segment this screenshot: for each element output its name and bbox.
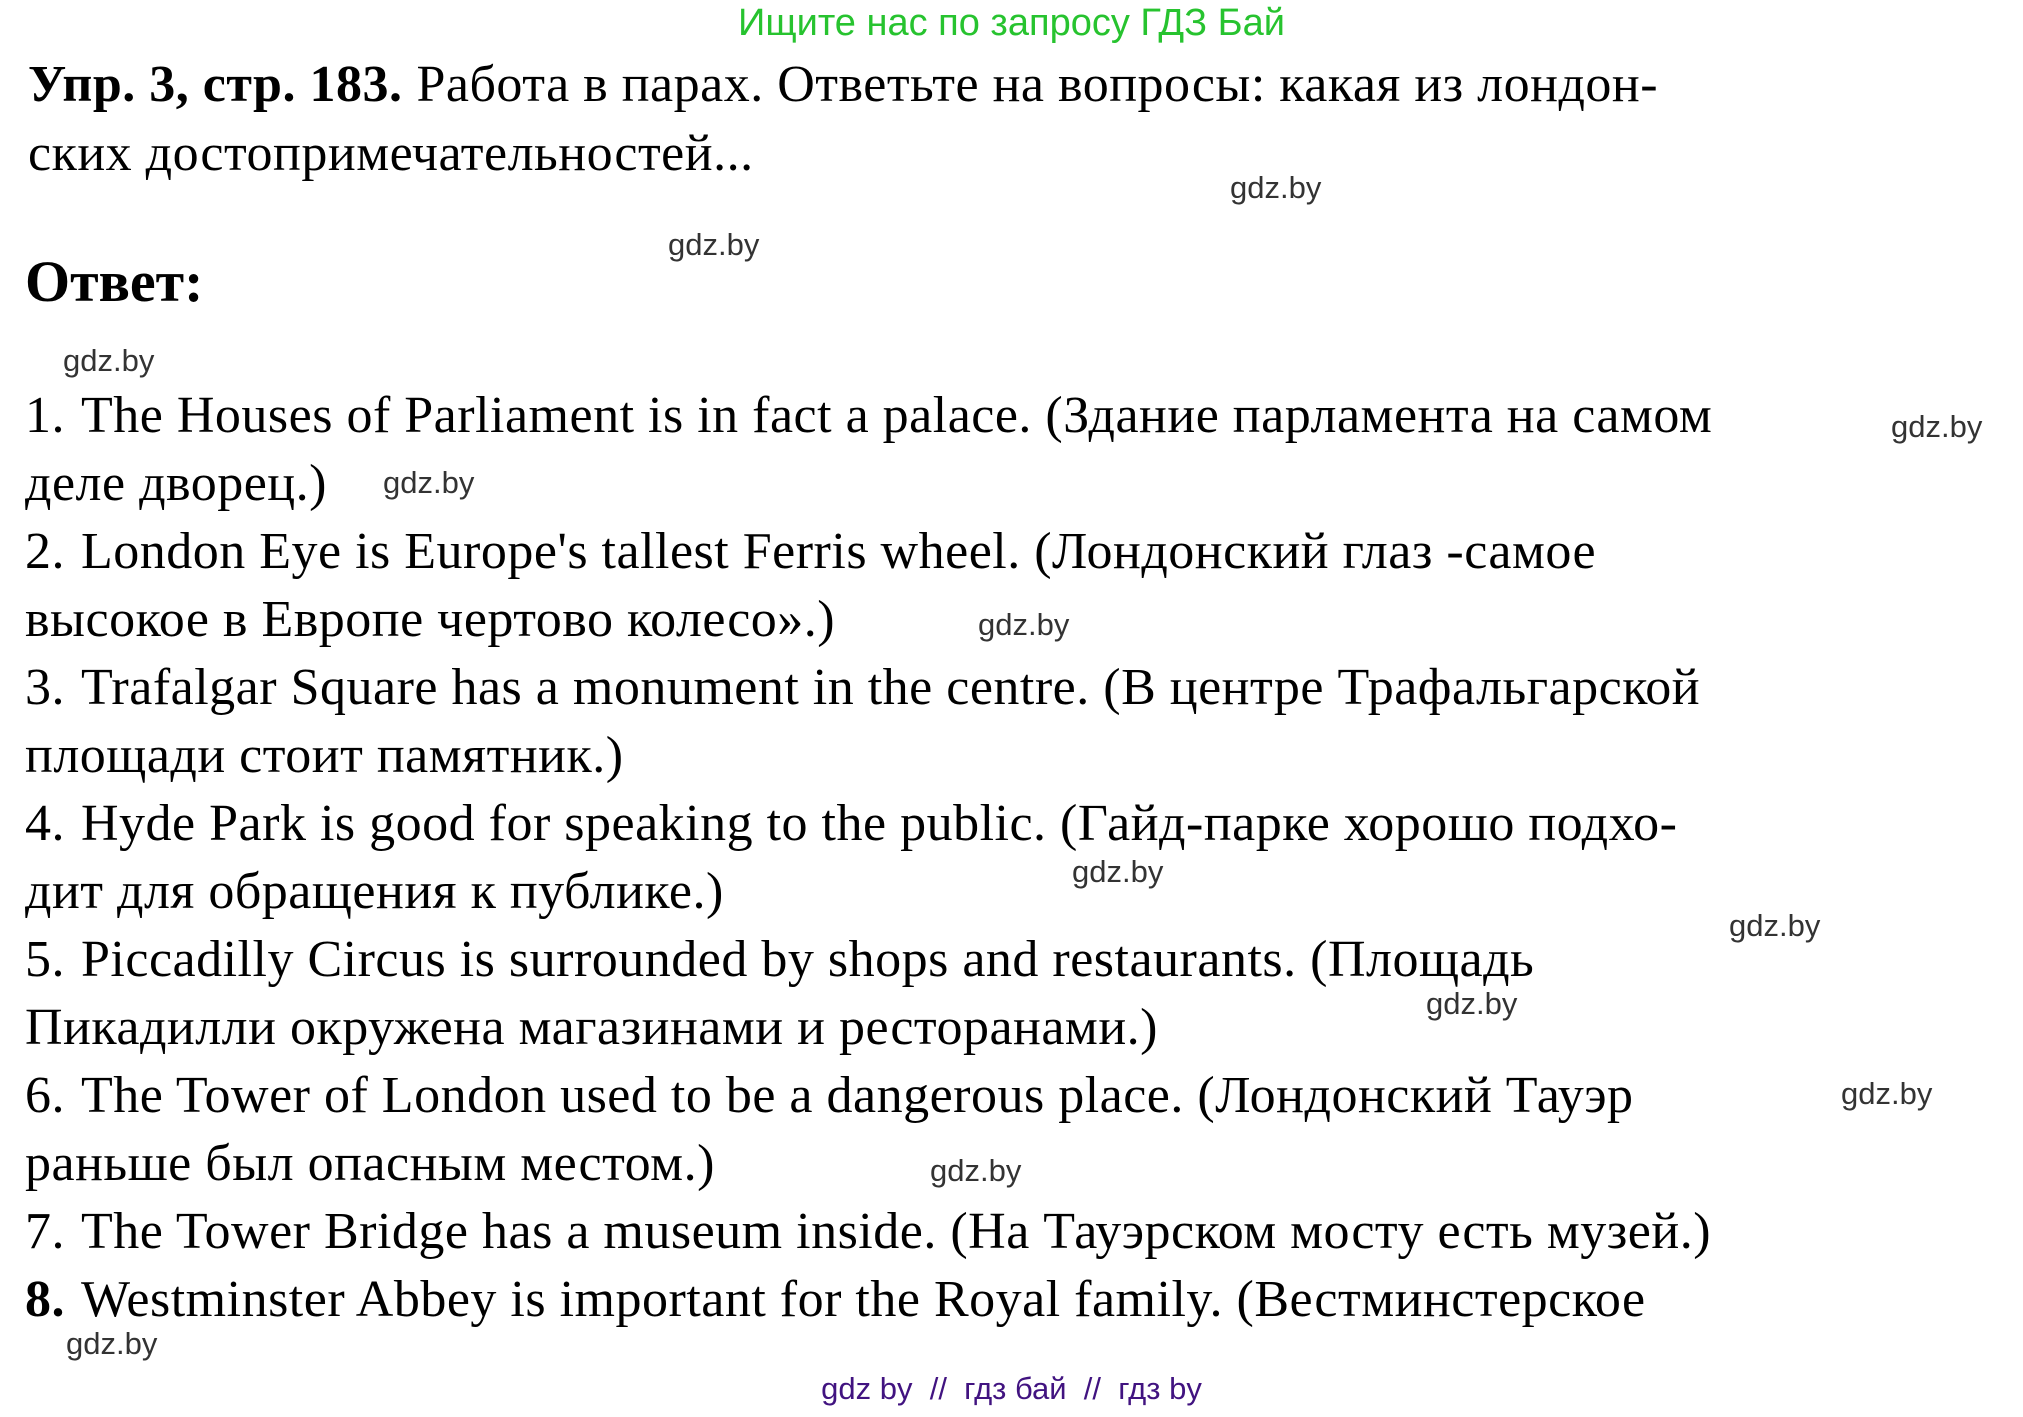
watermark-gdz: gdz.by [1729, 908, 1821, 943]
answer-item [25, 382, 1712, 518]
answer-line [25, 1266, 1712, 1334]
answer-number: 5. [25, 931, 65, 988]
answer-line: площади стоит памятник.) [25, 727, 624, 784]
answer-number: 1. [25, 387, 65, 444]
promo-banner: Ищите нас по запросу ГДЗ Бай [738, 2, 1285, 44]
task-statement [28, 50, 1658, 188]
task-line-2: ских достопримечательностей... [28, 125, 754, 182]
answer-text: Trafalgar Square has a monument in the centre. (В центре Трафальгарской [81, 659, 1701, 716]
answer-text: Westminster Abbey is important for the Royal family. (Вестминстерское [81, 1271, 1646, 1328]
answer-line [25, 518, 1712, 586]
exercise-reference: Упр. 3, стр. 183. [28, 56, 403, 113]
answer-text: London Eye is Europe's tallest Ferris wheel. (Лондонский глаз -самое [81, 523, 1597, 580]
answer-number: 4. [25, 795, 65, 852]
answer-line [25, 790, 1712, 858]
answer-line: раньше был опасным местом.) [25, 1135, 715, 1192]
answer-item [25, 654, 1712, 790]
watermark-gdz: gdz.by [66, 1326, 158, 1361]
answer-number: 2. [25, 523, 65, 580]
answers-list [25, 382, 1712, 1334]
answer-line [25, 654, 1712, 722]
answer-line: высокое в Европе чертово колесо».) [25, 591, 836, 648]
watermark-gdz: gdz.by [1891, 409, 1983, 444]
watermark-gdz: gdz.by [1426, 986, 1518, 1021]
answer-text: Hyde Park is good for speaking to the public. (Гайд-парке хорошо подхо- [81, 795, 1678, 852]
answer-line: деле дворец.) [25, 455, 327, 512]
watermark-gdz: gdz.by [383, 465, 475, 500]
answer-line [25, 926, 1712, 994]
watermark-gdz: gdz.by [1072, 854, 1164, 889]
answer-item [25, 1198, 1712, 1266]
answer-number: 8. [25, 1271, 65, 1328]
answer-text: The Tower of London used to be a dangerous place. (Лондонский Тауэр [81, 1067, 1634, 1124]
answer-item [25, 1266, 1712, 1334]
answer-number: 3. [25, 659, 65, 716]
answer-item [25, 518, 1712, 654]
task-line-1 [28, 50, 1658, 119]
answer-item [25, 1062, 1712, 1198]
watermark-gdz: gdz.by [1841, 1076, 1933, 1111]
answer-line [25, 1198, 1712, 1266]
answer-number: 6. [25, 1067, 65, 1124]
watermark-gdz: gdz.by [978, 607, 1070, 642]
watermark-gdz: gdz.by [1230, 170, 1322, 205]
watermark-gdz: gdz.by [63, 343, 155, 378]
answer-text: Piccadilly Circus is surrounded by shops and restaurants. (Площадь [81, 931, 1535, 988]
watermark-gdz: gdz.by [930, 1153, 1022, 1188]
footer-keywords: gdz by // гдз бай // гдз by [821, 1371, 1202, 1406]
answer-line: дит для обращения к публике.) [25, 863, 724, 920]
watermark-gdz: gdz.by [668, 227, 760, 262]
answer-text: The Tower Bridge has a museum inside. (На Тауэрском мосту есть музей.) [81, 1203, 1712, 1260]
answer-number: 7. [25, 1203, 65, 1260]
task-text: Работа в парах. Ответьте на вопросы: какая из лондон- [416, 56, 1659, 113]
answer-item [25, 790, 1712, 926]
answer-line [25, 1062, 1712, 1130]
answer-heading: Ответ: [25, 249, 204, 314]
answer-text: The Houses of Parliament is in fact a palace. (Здание парламента на самом [81, 387, 1713, 444]
answer-line: Пикадилли окружена магазинами и ресторанами.) [25, 999, 1158, 1056]
answer-line [25, 382, 1712, 450]
